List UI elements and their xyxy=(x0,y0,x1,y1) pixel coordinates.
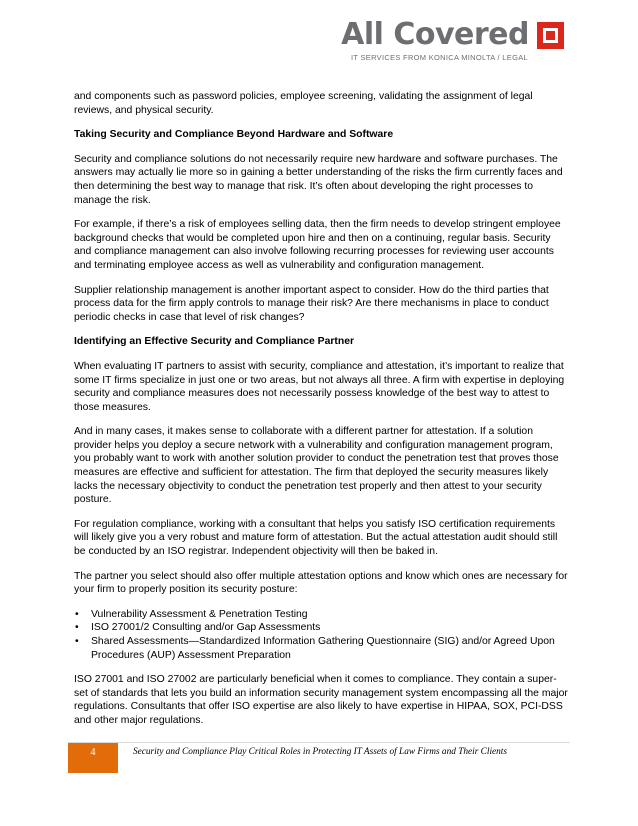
page-footer xyxy=(68,742,570,773)
logo-square-icon xyxy=(537,22,564,49)
footer-title: Security and Compliance Play Critical Roles in Protecting IT Assets of Law Firms and Their Clients xyxy=(133,747,508,757)
paragraph-9: ISO 27001 and ISO 27002 are particularly beneficial when it comes to compliance. They contain a super-set of standards that lets you build an information security management system encompassing all the major regulations. Consultants that offer ISO expertise are also likely to have expertise in HIPAA, SOX, PCI-DSS and other major regulations. xyxy=(74,674,568,726)
paragraph-2: Security and compliance solutions do not necessarily require new hardware and software purchases. The answers may actually lie more so in gaining a better understanding of the risks the firm currently faces and then determining the best way to manage that risk. It’s often about developing the right processes to manage the risk. xyxy=(74,153,563,206)
paragraph-6: And in many cases, it makes sense to collaborate with a different partner for attestation. If a solution provider helps you deploy a secure network with a vulnerability and configuration management program, you probably want to work with another solution provider to conduct the penetration test that proves those measures are effective and sufficient for attestation. The firm that deployed the security measures likely lacks the necessary objectivity to conduct the penetration test properly and then attest to your security posture. xyxy=(74,426,559,506)
paragraph-8: The partner you select should also offer multiple attestation options and know which ones are necessary for your firm to properly position its security posture: xyxy=(74,570,568,596)
heading-identifying-partner: Identifying an Effective Security and Compliance Partner xyxy=(74,336,355,348)
logo-tagline: IT SERVICES FROM KONICA MINOLTA / LEGAL xyxy=(350,53,528,62)
list-item: • Shared Assessments—Standardized Information Gathering Questionnaire (SIG) and/or Agreed Upon Procedures (AUP) Assessment Preparation xyxy=(91,635,570,662)
paragraph-1: and components such as password policies, employee screening, validating the assignment of legal reviews, and physical security. xyxy=(74,91,533,116)
document-body xyxy=(74,90,570,739)
paragraph-3: For example, if there’s a risk of employees selling data, then the firm needs to develop stringent employee background checks that would be completed upon hire and then on a continuing, regular basis. Security and compliance management can also involve following recurring processes for reviewing user accounts and terminating employee access as well as vulnerability and configuration management. xyxy=(74,219,561,271)
paragraph-7: For regulation compliance, working with a consultant that helps you satisfy ISO certification requirements will likely give you a very robust and mature form of attestation. But the actual attestation audit should still be conducted by an ISO registrar. Independent objectivity will then be baked in. xyxy=(74,518,558,558)
page-number: 4 xyxy=(68,743,118,773)
all-covered-logo xyxy=(341,17,564,62)
logo-wordmark: All Covered xyxy=(341,17,529,52)
list-item: • ISO 27001/2 Consulting and/or Gap Assessments xyxy=(91,621,570,635)
paragraph-5: When evaluating IT partners to assist with security, compliance and attestation, it’s important to realize that some IT firms specialize in just one or two areas, but not always all three. A firm with expertise in deploying security and compliance measures does not necessarily possess knowledge of the best way to attest to those measures. xyxy=(74,360,565,413)
list-item: • Vulnerability Assessment & Penetration Testing xyxy=(91,608,570,622)
attestation-options-list xyxy=(74,608,570,662)
heading-beyond-hardware: Taking Security and Compliance Beyond Hardware and Software xyxy=(74,129,394,141)
paragraph-4: Supplier relationship management is another important aspect to consider. How do the third parties that process data for the firm apply controls to manage their risk? Are there mechanisms in place to conduct periodic checks in case that level of risk changes? xyxy=(74,284,549,323)
